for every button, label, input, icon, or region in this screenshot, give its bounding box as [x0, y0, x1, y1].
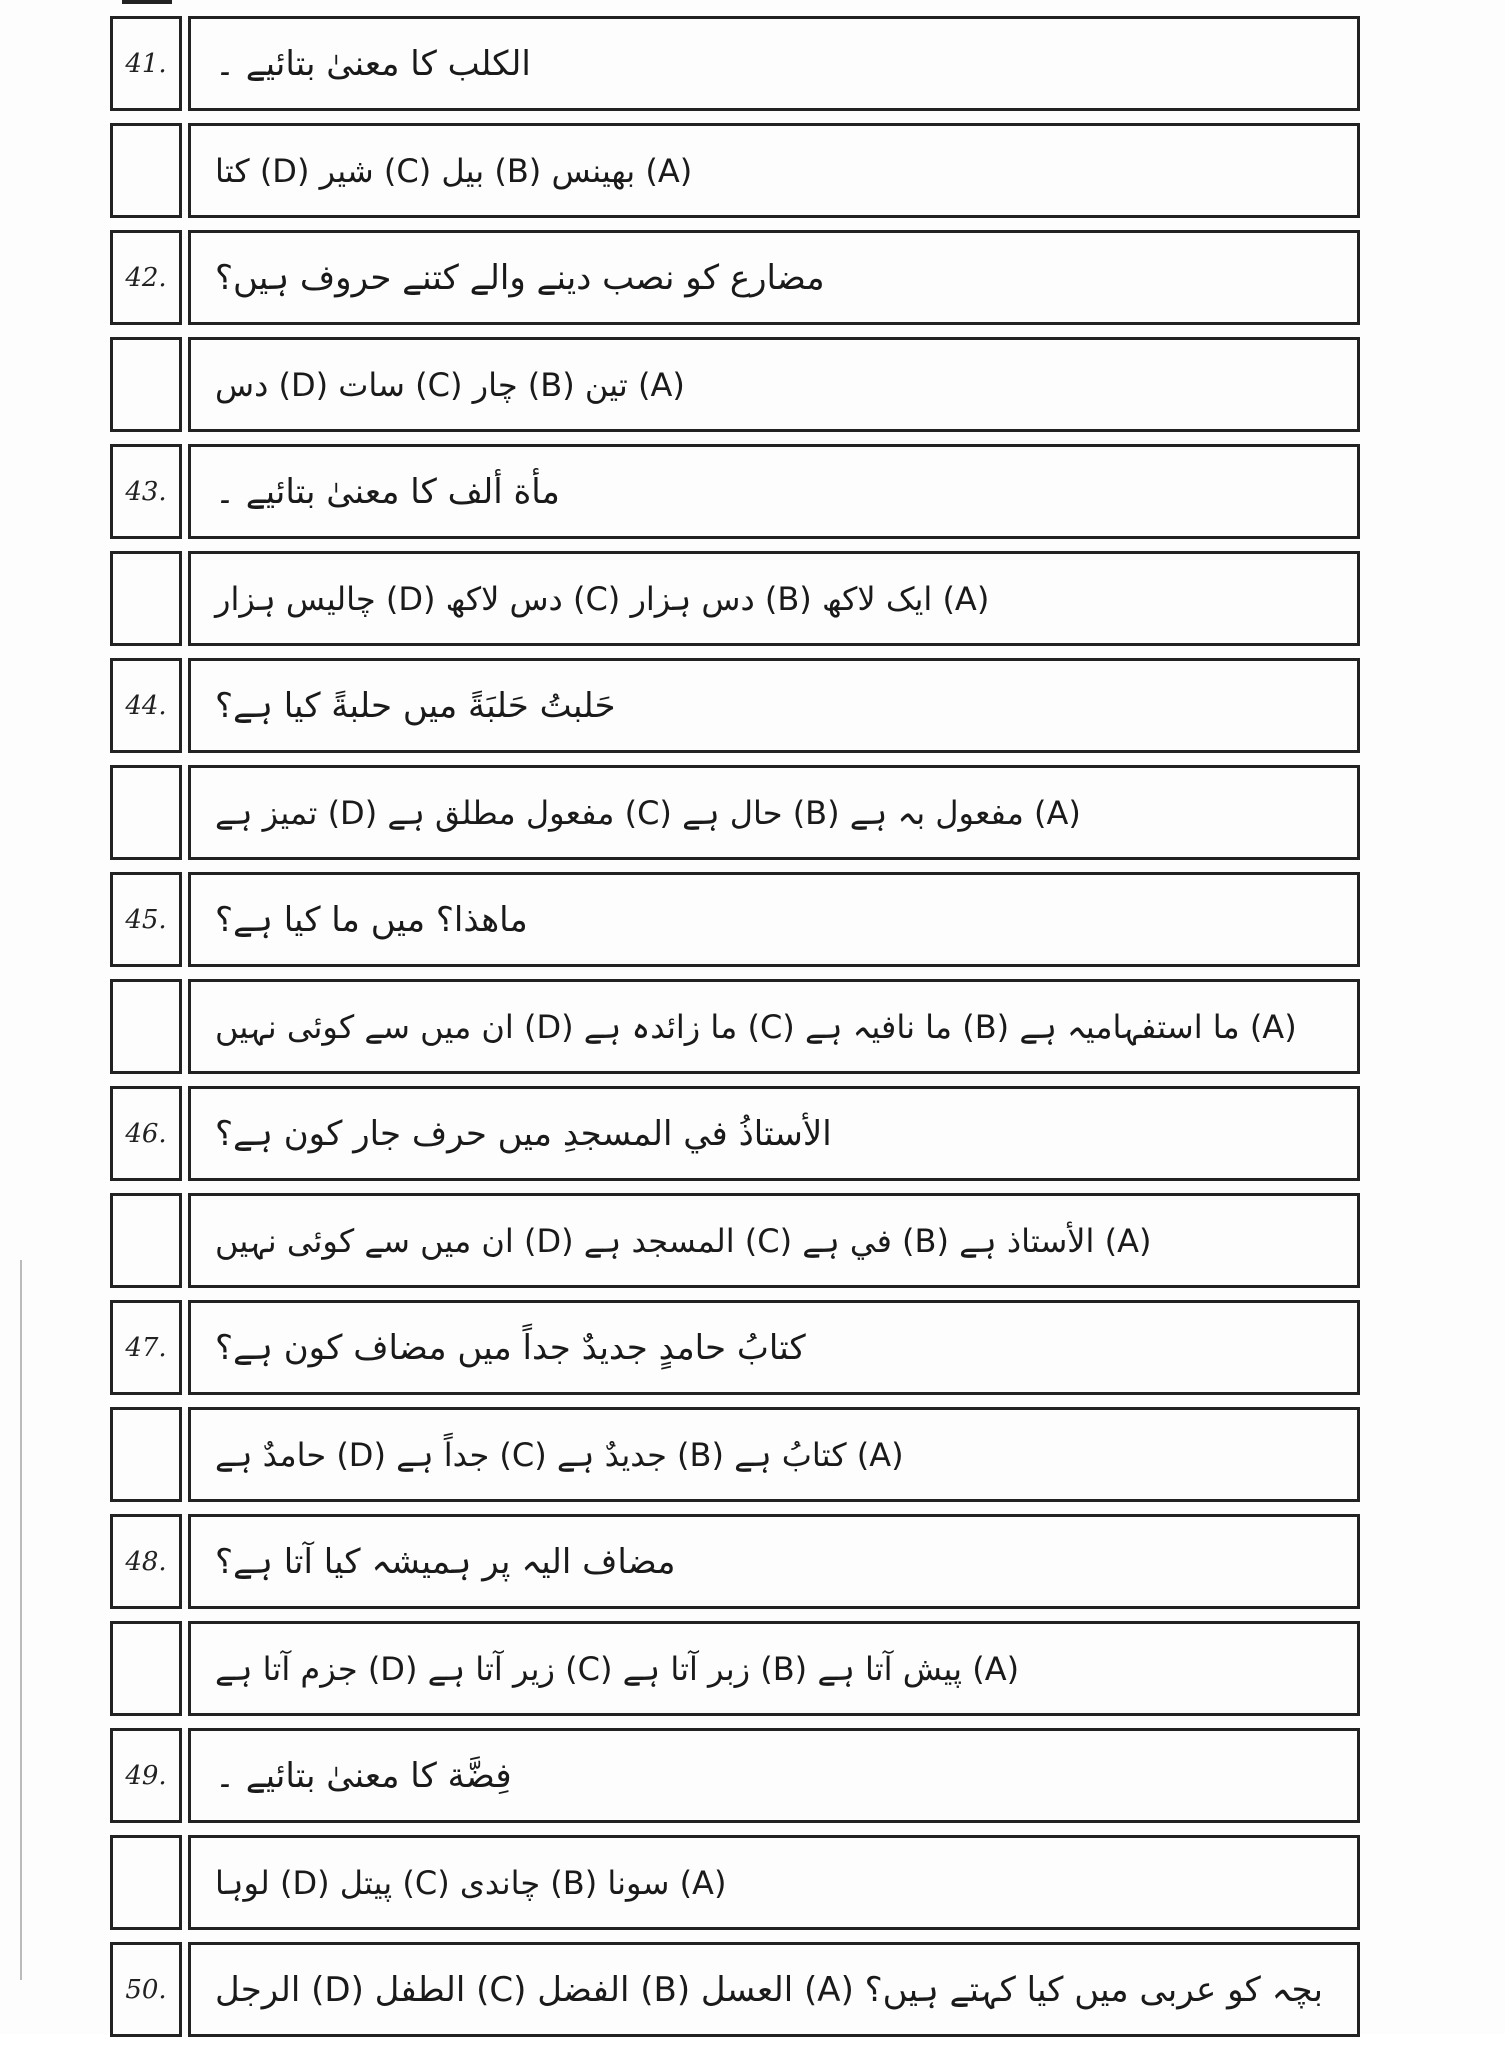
- question-number: 47.: [110, 1300, 182, 1395]
- options-row: [110, 551, 1360, 646]
- options-row: [110, 1193, 1360, 1288]
- question-number: [110, 1621, 182, 1716]
- question-number: [110, 551, 182, 646]
- question-number: 42.: [110, 230, 182, 325]
- question-number: 49.: [110, 1728, 182, 1823]
- question-number: [110, 337, 182, 432]
- question-row: [110, 444, 1360, 539]
- options-row: [110, 1835, 1360, 1930]
- question-number: [110, 123, 182, 218]
- question-row: [110, 1300, 1360, 1395]
- question-number: [110, 1407, 182, 1502]
- answer-options: (A) بھینس (B) بیل (C) شیر (D) کتا: [188, 123, 1360, 218]
- options-row: [110, 337, 1360, 432]
- question-number: 43.: [110, 444, 182, 539]
- answer-options: (A) تین (B) چار (C) سات (D) دس: [188, 337, 1360, 432]
- question-number: 45.: [110, 872, 182, 967]
- question-number: 50.: [110, 1942, 182, 2037]
- question-text: فِضَّة کا معنیٰ بتائیے ۔: [188, 1728, 1360, 1823]
- question-text: الكلب کا معنیٰ بتائیے ۔: [188, 16, 1360, 111]
- question-text: بچہ کو عربی میں کیا کہتے ہیں؟ (A) العسل (B) الفضل (C) الطفل (D) الرجل: [188, 1942, 1360, 2037]
- answer-options: (A) ایک لاکھ (B) دس ہزار (C) دس لاکھ (D) چالیس ہزار: [188, 551, 1360, 646]
- corner-mark: [122, 0, 172, 4]
- options-row: [110, 765, 1360, 860]
- options-row: [110, 979, 1360, 1074]
- question-row: [110, 16, 1360, 111]
- answer-options: (A) پیش آتا ہے (B) زبر آتا ہے (C) زیر آتا ہے (D) جزم آتا ہے: [188, 1621, 1360, 1716]
- question-row: [110, 1086, 1360, 1181]
- answer-options: (A) مفعول بہ ہے (B) حال ہے (C) مفعول مطلق ہے (D) تمیز ہے: [188, 765, 1360, 860]
- options-row: [110, 1407, 1360, 1502]
- question-table: [110, 16, 1360, 2049]
- question-number: 46.: [110, 1086, 182, 1181]
- question-number: 41.: [110, 16, 182, 111]
- question-text: مضارع کو نصب دینے والے کتنے حروف ہیں؟: [188, 230, 1360, 325]
- question-text: مضاف الیہ پر ہمیشہ کیا آتا ہے؟: [188, 1514, 1360, 1609]
- question-text: حَلبتُ حَلبَةً میں حلبةً کیا ہے؟: [188, 658, 1360, 753]
- question-number: [110, 1193, 182, 1288]
- binding-margin-line: [20, 1260, 22, 1980]
- question-text: مأة ألف کا معنیٰ بتائیے ۔: [188, 444, 1360, 539]
- question-number: 44.: [110, 658, 182, 753]
- question-row: [110, 872, 1360, 967]
- question-row: [110, 1942, 1360, 2037]
- question-number: [110, 1835, 182, 1930]
- options-row: [110, 123, 1360, 218]
- question-text: كتابُ حامدٍ جديدٌ جداً میں مضاف کون ہے؟: [188, 1300, 1360, 1395]
- answer-options: (A) ما استفہامیہ ہے (B) ما نافیہ ہے (C) ما زائدہ ہے (D) ان میں سے کوئی نہیں: [188, 979, 1360, 1074]
- options-row: [110, 1621, 1360, 1716]
- question-row: [110, 1514, 1360, 1609]
- question-number: [110, 765, 182, 860]
- question-number: 48.: [110, 1514, 182, 1609]
- question-text: الأستاذُ في المسجدِ میں حرف جار کون ہے؟: [188, 1086, 1360, 1181]
- question-row: [110, 230, 1360, 325]
- question-number: [110, 979, 182, 1074]
- answer-options: (A) سونا (B) چاندی (C) پیتل (D) لوہا: [188, 1835, 1360, 1930]
- question-row: [110, 1728, 1360, 1823]
- answer-options: (A) کتابُ ہے (B) جدیدٌ ہے (C) جداً ہے (D) حامدٌ ہے: [188, 1407, 1360, 1502]
- question-row: [110, 658, 1360, 753]
- question-text: ماھذا؟ میں ما کیا ہے؟: [188, 872, 1360, 967]
- answer-options: (A) الأستاذ ہے (B) في ہے (C) المسجد ہے (D) ان میں سے کوئی نہیں: [188, 1193, 1360, 1288]
